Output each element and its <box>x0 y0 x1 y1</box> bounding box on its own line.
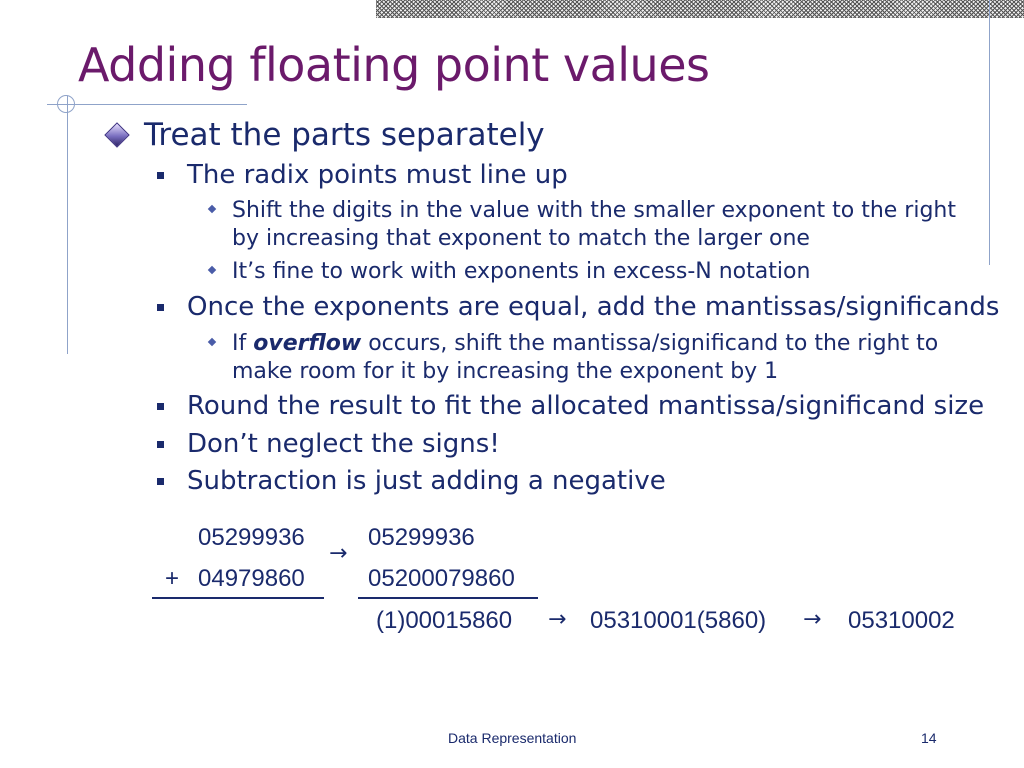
operand-a-shifted: 05299936 <box>368 524 475 551</box>
square-bullet-icon <box>157 304 164 311</box>
bullet-text-rest: occurs, shift the mantissa/significand to the right to <box>368 331 939 356</box>
bullet-text: Don’t neglect the signs! <box>187 429 500 459</box>
decorative-rule-title <box>47 104 247 105</box>
bullet-text-line: by increasing that exponent to match the larger one <box>232 226 810 251</box>
small-diamond-bullet-icon <box>208 205 216 213</box>
small-diamond-bullet-icon <box>208 266 216 274</box>
bullet-text: Once the exponents are equal, add the mantissas/significands <box>187 292 1000 322</box>
bullet-text: Treat the parts separately <box>144 117 545 153</box>
square-bullet-icon <box>157 478 164 485</box>
sum-underline-left <box>152 597 324 599</box>
bullet-text-line: make room for it by increasing the exponent by 1 <box>232 359 779 384</box>
plus-sign: + <box>165 565 180 592</box>
crosshair-icon <box>57 95 75 113</box>
normalized-result: 05310001(5860) <box>590 607 767 634</box>
rounded-result: 05310002 <box>848 607 955 634</box>
bullet-text-line: Shift the digits in the value with the smaller exponent to the right <box>232 198 957 223</box>
page-number: 14 <box>921 730 937 746</box>
square-bullet-icon <box>157 403 164 410</box>
operand-b-shifted: 05200079860 <box>368 565 515 592</box>
operand-a-original: 05299936 <box>198 524 305 551</box>
sum-underline-right <box>358 597 538 599</box>
square-bullet-icon <box>157 441 164 448</box>
square-bullet-icon <box>157 172 164 179</box>
right-arrow-icon: → <box>329 541 348 566</box>
decorative-rule-left <box>67 96 68 354</box>
bullet-text: Round the result to fit the allocated mantissa/significand size <box>187 391 985 421</box>
footer-title: Data Representation <box>448 730 577 746</box>
bullet-text: It’s fine to work with exponents in excess-N notation <box>232 259 811 284</box>
emphasis-text: overflow <box>253 331 362 356</box>
operand-b-original: 04979860 <box>198 565 305 592</box>
slide-title: Adding floating point values <box>78 38 710 92</box>
diamond-bullet-icon <box>104 122 129 147</box>
sum-result: (1)00015860 <box>376 607 513 634</box>
decorative-hatch-bar <box>376 0 1024 18</box>
right-arrow-icon: → <box>803 607 822 632</box>
bullet-text-prefix: If <box>232 331 247 356</box>
bullet-text: The radix points must line up <box>187 160 568 190</box>
bullet-text: Subtraction is just adding a negative <box>187 466 666 496</box>
right-arrow-icon: → <box>548 607 567 632</box>
small-diamond-bullet-icon <box>208 338 216 346</box>
